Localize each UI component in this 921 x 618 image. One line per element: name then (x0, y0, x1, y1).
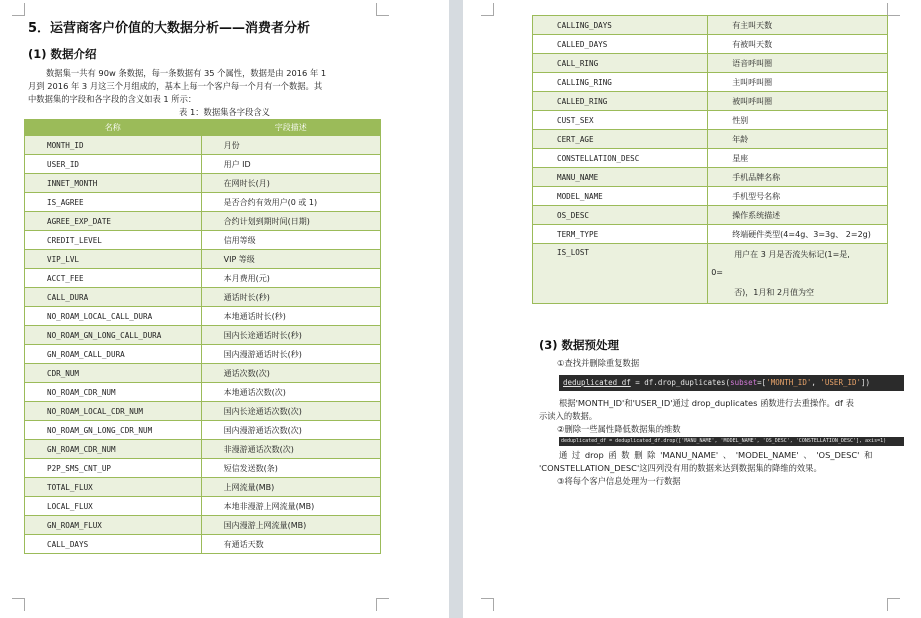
field-desc-cell: 终端硬件类型(4=4g、3=3g、 2=2g) (708, 225, 888, 244)
subsection-title: (1) 数据介绍 (28, 47, 97, 61)
intro-paragraph-line: 中数据集的字段和各字段的含义如表 1 所示： (28, 94, 197, 104)
table-row (533, 206, 888, 225)
field-desc-cell: 月份 (201, 136, 380, 155)
table-row (25, 421, 381, 440)
field-desc-cell (708, 244, 888, 304)
code-kw: subset (730, 378, 758, 387)
crop-mark (12, 598, 25, 611)
column-header-desc: 字段描述 (201, 120, 380, 136)
field-desc-cell: 国内漫游上网流量(MB) (201, 516, 380, 535)
table-row (533, 130, 888, 149)
field-name-cell: NO_ROAM_LOCAL_CALL_DURA (25, 307, 202, 326)
field-table-continued (532, 15, 888, 304)
field-name-cell: CERT_AGE (533, 130, 708, 149)
field-name-cell: NO_ROAM_GN_LONG_CALL_DURA (25, 326, 202, 345)
crop-mark (376, 598, 389, 611)
table-row (25, 497, 381, 516)
field-name-cell: NO_ROAM_CDR_NUM (25, 383, 202, 402)
field-desc-cell: 操作系统描述 (708, 206, 888, 225)
field-desc-cell: 被叫呼叫圈 (708, 92, 888, 111)
intro-paragraph-line: 数据集一共有 90w 条数据，每一条数据有 35 个属性，数据是由 2016 年 1 (46, 68, 327, 78)
table-row (25, 535, 381, 554)
field-name-cell: CALL_RING (533, 54, 708, 73)
table-caption: 表 1：数据集各字段含义 (179, 107, 270, 117)
table-row (25, 174, 381, 193)
paragraph-line: 通 过 drop 函 数 删 除 'MANU_NAME' 、 'MODEL_NAME' 、 'OS_DESC' 和 (559, 450, 873, 460)
field-name-cell: CDR_NUM (25, 364, 202, 383)
table-row (25, 459, 381, 478)
field-desc-cell: 性别 (708, 111, 888, 130)
code-expr: = df.drop_duplicates( (630, 378, 731, 387)
table-row (533, 187, 888, 206)
field-name-cell: ACCT_FEE (25, 269, 202, 288)
field-name-cell: GN_ROAM_CALL_DURA (25, 345, 202, 364)
field-name-cell: CALLED_DAYS (533, 35, 708, 54)
field-name-cell: P2P_SMS_CNT_UP (25, 459, 202, 478)
crop-mark (887, 3, 900, 16)
crop-mark (481, 3, 494, 16)
table-row (25, 364, 381, 383)
field-name-cell: MODEL_NAME (533, 187, 708, 206)
field-desc-cell: 合约计划到期时间(日期) (201, 212, 380, 231)
table-row (533, 168, 888, 187)
table-row (533, 225, 888, 244)
field-name-cell: CALLING_DAYS (533, 16, 708, 35)
field-name-cell: MANU_NAME (533, 168, 708, 187)
field-name-cell: CALL_DAYS (25, 535, 202, 554)
field-desc-cell: 信用等级 (201, 231, 380, 250)
field-desc-cell: 本地通话次数(次) (201, 383, 380, 402)
field-name-cell: NO_ROAM_LOCAL_CDR_NUM (25, 402, 202, 421)
table-row (25, 193, 381, 212)
field-desc-cell: 本月费用(元) (201, 269, 380, 288)
field-desc-cell: 用户 ID (201, 155, 380, 174)
field-name-cell: CALLING_RING (533, 73, 708, 92)
step-2-text: ②删除一些属性降低数据集的维数 (557, 424, 681, 434)
field-desc-cell: 在网时长(月) (201, 174, 380, 193)
code-args: =[ (757, 378, 767, 387)
field-name-cell: GN_ROAM_FLUX (25, 516, 202, 535)
field-table (24, 119, 381, 554)
table-row (25, 345, 381, 364)
table-row (25, 231, 381, 250)
desc-line: 否)，1月和 2月值为空 (734, 288, 815, 297)
field-desc-cell: 本地通话时长(秒) (201, 307, 380, 326)
field-name-cell: IS_AGREE (25, 193, 202, 212)
field-desc-cell: 有通话天数 (201, 535, 380, 554)
table-row (533, 73, 888, 92)
section-title-preprocess: (3) 数据预处理 (539, 338, 620, 352)
field-desc-cell: 有被叫天数 (708, 35, 888, 54)
column-header-name: 名称 (25, 120, 202, 136)
code-end: ]) (861, 378, 871, 387)
crop-mark (481, 598, 494, 611)
field-name-cell: LOCAL_FLUX (25, 497, 202, 516)
table-row (25, 516, 381, 535)
field-desc-cell: 本地非漫游上网流量(MB) (201, 497, 380, 516)
field-name-cell: NO_ROAM_GN_LONG_CDR_NUM (25, 421, 202, 440)
field-desc-cell: 星座 (708, 149, 888, 168)
field-desc-cell: 国内漫游通话时长(秒) (201, 345, 380, 364)
table-row (533, 16, 888, 35)
field-desc-cell: 手机型号名称 (708, 187, 888, 206)
table-row (25, 402, 381, 421)
field-desc-cell: 短信发送数(条) (201, 459, 380, 478)
field-desc-cell: 年龄 (708, 130, 888, 149)
table-row (533, 92, 888, 111)
field-name-cell: TOTAL_FLUX (25, 478, 202, 497)
crop-mark (376, 3, 389, 16)
table-row (25, 383, 381, 402)
document-page-right (463, 0, 921, 618)
table-row (533, 149, 888, 168)
table-row (533, 111, 888, 130)
field-name-cell: CALLED_RING (533, 92, 708, 111)
code-var: deduplicated_df (563, 378, 631, 387)
table-row (25, 155, 381, 174)
table-row (25, 288, 381, 307)
field-desc-cell: 国内漫游通话次数(次) (201, 421, 380, 440)
field-name-cell: CALL_DURA (25, 288, 202, 307)
field-desc-cell: 非漫游通话次数(次) (201, 440, 380, 459)
document-page-left (0, 0, 449, 618)
code-arg2: 'USER_ID' (820, 378, 862, 387)
crop-mark (887, 598, 900, 611)
paragraph-line: 示读入的数据。 (539, 411, 598, 421)
desc-line: 用户在 3 月是否流失标记(1=是, (734, 250, 850, 259)
step-3-text: ③将每个客户信息处理为一行数据 (557, 476, 681, 486)
field-name-cell: GN_ROAM_CDR_NUM (25, 440, 202, 459)
field-name-cell: TERM_TYPE (533, 225, 708, 244)
table-row (25, 250, 381, 269)
field-name-cell: IS_LOST (533, 244, 708, 304)
code-sep: , (811, 378, 821, 387)
paragraph-line: 根据'MONTH_ID'和'USER_ID'通过 drop_duplicates 函数进行去重操作。df 表 (559, 398, 854, 408)
table-row (25, 326, 381, 345)
code-arg1: 'MONTH_ID' (766, 378, 812, 387)
field-name-cell: USER_ID (25, 155, 202, 174)
field-name-cell: OS_DESC (533, 206, 708, 225)
section-title: 5．运营商客户价值的大数据分析——消费者分析 (28, 21, 311, 36)
field-name-cell: VIP_LVL (25, 250, 202, 269)
field-desc-cell: 是否合约有效用户(0 或 1) (201, 193, 380, 212)
table-row (25, 440, 381, 459)
field-name-cell: MONTH_ID (25, 136, 202, 155)
field-desc-cell: 通话时长(秒) (201, 288, 380, 307)
field-desc-cell: 主叫呼叫圈 (708, 73, 888, 92)
paragraph-line: 'CONSTELLATION_DESC'这四列没有用的数据来达到数据集的降维的效果。 (539, 463, 822, 473)
field-desc-cell: 国内长途通话次数(次) (201, 402, 380, 421)
table-header-row (25, 120, 381, 136)
code-block-dedup (559, 375, 904, 391)
field-name-cell: AGREE_EXP_DATE (25, 212, 202, 231)
crop-mark (12, 3, 25, 16)
desc-line: 0= (711, 268, 723, 277)
table-row (533, 244, 888, 304)
table-row (25, 136, 381, 155)
table-row (25, 307, 381, 326)
code-block-drop: deduplicated_df = deduplicated_df.drop(['MANU_NAME', 'MODEL_NAME', 'OS_DESC', 'CONSTELLATION_DESC'], axis=1) (559, 437, 904, 446)
table-row (533, 54, 888, 73)
field-name-cell: CUST_SEX (533, 111, 708, 130)
field-desc-cell: 有主叫天数 (708, 16, 888, 35)
table-row (25, 212, 381, 231)
field-desc-cell: 国内长途通话时长(秒) (201, 326, 380, 345)
field-desc-cell: 手机品牌名称 (708, 168, 888, 187)
field-desc-cell: 上网流量(MB) (201, 478, 380, 497)
field-desc-cell: 语音呼叫圈 (708, 54, 888, 73)
table-row (533, 35, 888, 54)
step-1-text: ①查找并删除重复数据 (557, 358, 640, 368)
field-desc-cell: VIP 等级 (201, 250, 380, 269)
table-row (25, 269, 381, 288)
field-desc-cell: 通话次数(次) (201, 364, 380, 383)
field-name-cell: INNET_MONTH (25, 174, 202, 193)
field-name-cell: CREDIT_LEVEL (25, 231, 202, 250)
field-name-cell: CONSTELLATION_DESC (533, 149, 708, 168)
table-row (25, 478, 381, 497)
intro-paragraph-line: 月到 2016 年 3 月这三个月组成的，基本上每一个客户每一个月有一个数据。其 (28, 81, 323, 91)
